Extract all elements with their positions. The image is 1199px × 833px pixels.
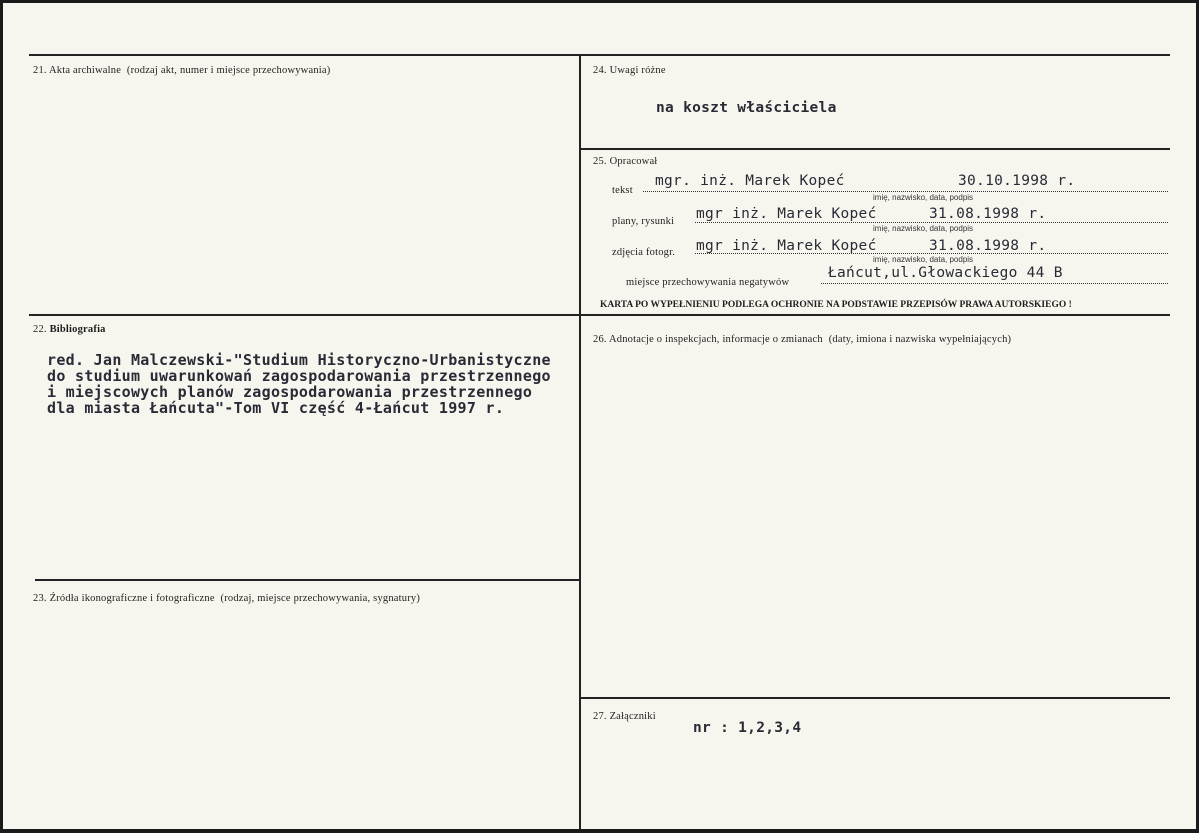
section-26-header: 26. Adnotacje o inspekcjach, informacje o zmianach (daty, imiona i nazwiska wypełniających): [593, 334, 1012, 345]
section-25-title: Opracował: [609, 156, 658, 167]
row-text-label: tekst: [612, 185, 633, 196]
section-24-header: 24. Uwagi różne: [593, 65, 666, 76]
section-26-title: Adnotacje o inspekcjach, informacje o zmianach: [608, 334, 823, 345]
rule-22-23: [35, 579, 581, 581]
row-drawings-dotline: [695, 222, 1168, 223]
row-photos-caption: imię, nazwisko, data, podpis: [873, 255, 974, 264]
section-21-header: 21. Akta archiwalne (rodzaj akt, numer i miejsce przechowywania): [33, 65, 331, 76]
top-rule: [29, 54, 1170, 56]
negatives-label: miejsce przechowywania negatywów: [626, 277, 790, 288]
row-photos-name: mgr inż. Marek Kopeć: [696, 238, 877, 254]
row-text-name: mgr. inż. Marek Kopeć: [655, 173, 845, 189]
bibliography-line: i miejscowych planów zagospodarowania przestrzennego: [47, 383, 533, 401]
bibliography-line: red. Jan Malczewski-"Studium Historyczno-Urbanistyczne: [47, 351, 551, 369]
section-21-title: Akta archiwalne: [48, 65, 122, 76]
row-drawings-date: 31.08.1998 r.: [929, 206, 1047, 222]
row-drawings-caption: imię, nazwisko, data, podpis: [873, 224, 974, 233]
row-text-date: 30.10.1998 r.: [958, 173, 1076, 189]
section-23-subtitle: (rodzaj, miejsce przechowywania, sygnatury): [220, 593, 421, 604]
row-photos-date: 31.08.1998 r.: [929, 238, 1047, 254]
section-25-header: 25. Opracował: [593, 156, 658, 167]
section-27-header: 27. Załączniki: [593, 711, 656, 722]
negatives-value: Łańcut,ul.Głowackiego 44 B: [828, 265, 1063, 281]
section-24-title: Uwagi różne: [609, 65, 666, 76]
section-23-title: Źródła ikonograficzne i fotograficzne: [49, 593, 215, 604]
negatives-dotline: [821, 283, 1168, 284]
row-photos-label: zdjęcia fotogr.: [612, 247, 676, 258]
row-text-dotline: [643, 191, 1168, 192]
record-card: [3, 3, 1196, 829]
section-22-title: Bibliografia: [49, 324, 106, 335]
center-rule: [579, 54, 581, 829]
copyright-notice: KARTA PO WYPEŁNIENIU PODLEGA OCHRONIE NA PODSTAWIE PRZEPISÓW PRAWA AUTORSKIEGO !: [600, 300, 1072, 310]
section-27-title: Załączniki: [609, 711, 656, 722]
section-21-subtitle: (rodzaj akt, numer i miejsce przechowywania): [126, 65, 331, 76]
bibliography-entry: [47, 352, 551, 416]
bibliography-line: dla miasta Łańcuta"-Tom VI część 4-Łańcut 1997 r.: [47, 399, 505, 417]
rule-26-27: [580, 697, 1170, 699]
row-drawings-label: plany, rysunki: [612, 216, 675, 227]
section-26-subtitle: (daty, imiona i nazwiska wypełniających): [828, 334, 1012, 345]
section-22-header: 22. Bibliografia: [33, 324, 106, 335]
bibliography-line: do studium uwarunkowań zagospodarowania przestrzennego: [47, 367, 551, 385]
rule-middle: [29, 314, 1170, 316]
section-24-value: na koszt właściciela: [656, 100, 837, 116]
row-text-caption: imię, nazwisko, data, podpis: [873, 193, 974, 202]
section-27-value: nr : 1,2,3,4: [693, 720, 802, 736]
row-drawings-name: mgr inż. Marek Kopeć: [696, 206, 877, 222]
section-23-header: 23. Źródła ikonograficzne i fotograficzne (rodzaj, miejsce przechowywania, sygnatury): [33, 593, 421, 604]
rule-24-25: [580, 148, 1170, 150]
